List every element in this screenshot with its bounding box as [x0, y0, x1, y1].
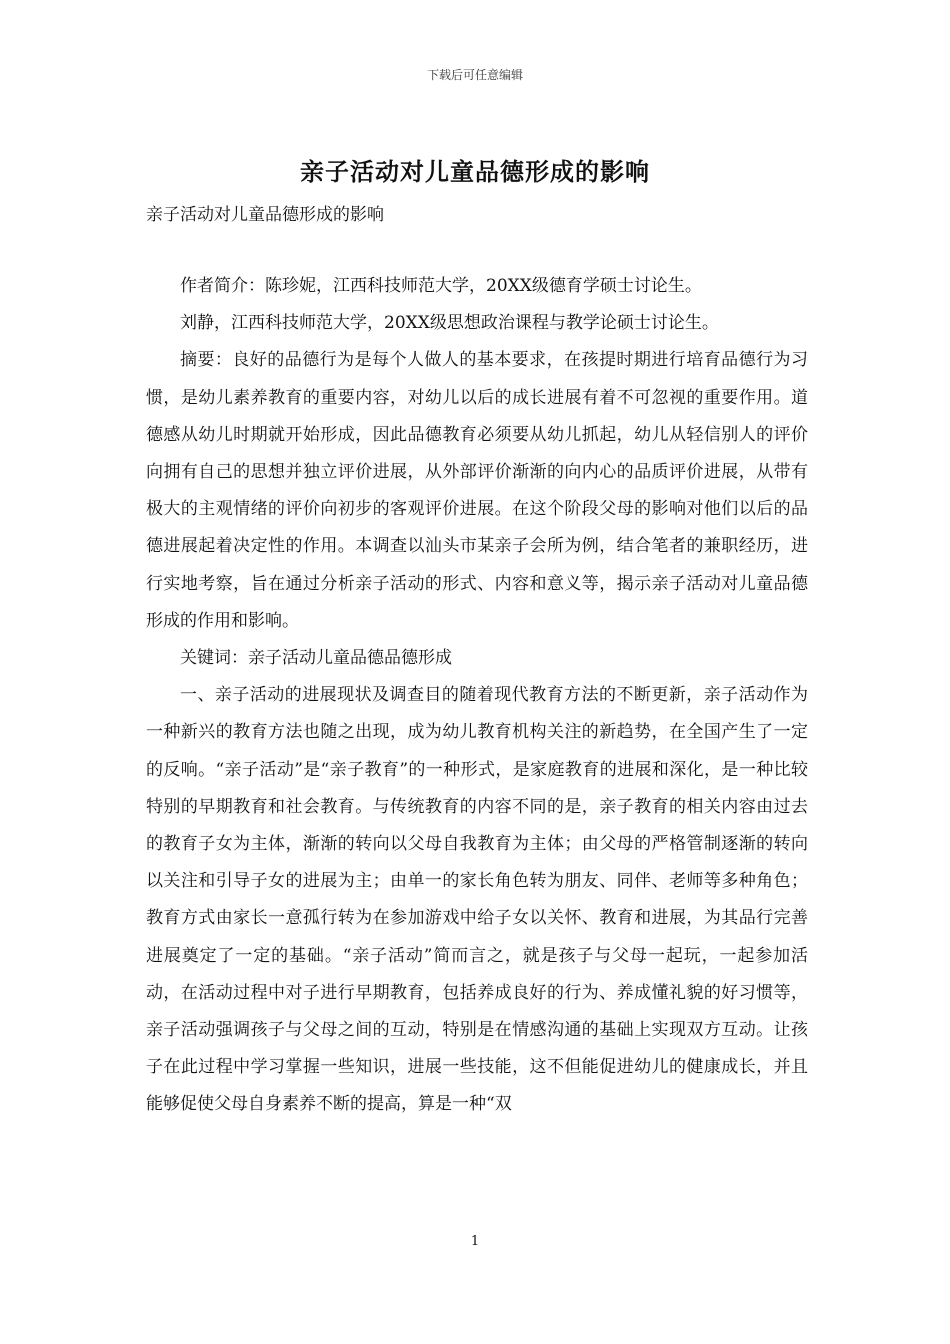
abstract-paragraph: 摘要：良好的品德行为是每个人做人的基本要求，在孩提时期进行培育品德行为习惯，是幼儿素养教育的重要内容，对幼儿以后的成长进展有着不可忽视的重要作用。道德感从幼儿时期就开始形成，因此品德教育必须要从幼儿抓起，幼儿从轻信别人的评价向拥有自己的思想并独立评价进展，从外部评价渐渐的向内心的品质评价进展，从带有极大的主观情绪的评价向初步的客观评价进展。在这个阶段父母的影响对他们以后的品德进展起着决定性的作用。本调查以汕头市某亲子会所为例，结合笔者的兼职经历，进行实地考察，旨在通过分析亲子活动的形式、内容和意义等，揭示亲子活动对儿童品德形成的作用和影响。 — [146, 350, 808, 631]
author-intro-paragraph: 作者简介：陈珍妮，江西科技师范大学，20XX级德育学硕士讨论生。 — [180, 276, 702, 296]
keywords-paragraph: 关键词：亲子活动儿童品德品德形成 — [180, 648, 452, 669]
header-note: 下载后可任意编辑 — [426, 68, 523, 82]
document-subtitle: 亲子活动对儿童品德形成的影响 — [146, 205, 384, 225]
document-body — [146, 268, 808, 1124]
author-intro-paragraph-2: 刘静，江西科技师范大学，20XX级思想政治课程与教学论硕士讨论生。 — [180, 313, 719, 334]
page-number: 1 — [470, 1234, 480, 1249]
document-title: 亲子活动对儿童品德形成的影响 — [300, 157, 650, 186]
section-one-paragraph: 一、亲子活动的进展现状及调查目的随着现代教育方法的不断更新，亲子活动作为一种新兴的教育方法也随之出现，成为幼儿教育机构关注的新趋势，在全国产生了一定的反响。“亲子活动”是“亲子教育”的一种形式，是家庭教育的进展和深化，是一种比较特别的早期教育和社会教育。与传统教育的内容不同的是，亲子教育的相关内容由过去的教育子女为主体，渐渐的转向以父母自我教育为主体；由父母的严格管制逐渐的转向以关注和引导子女的进展为主；由单一的家长角色转为朋友、同伴、老师等多种角色；教育方式由家长一意孤行转为在参加游戏中给子女以关怀、教育和进展，为其品行完善进展奠定了一定的基础。“亲子活动”简而言之，就是孩子与父母一起玩，一起参加活动，在活动过程中对子进行早期教育，包括养成良好的行为、养成懂礼貌的好习惯等，亲子活动强调孩子与父母之间的互动，特别是在情感沟通的基础上实现双方互动。让孩子在此过程中学习掌握一些知识，进展一些技能，这不但能促进幼儿的健康成长，并且能够促使父母自身素养不断的提高，算是一种“双 — [146, 685, 808, 1115]
